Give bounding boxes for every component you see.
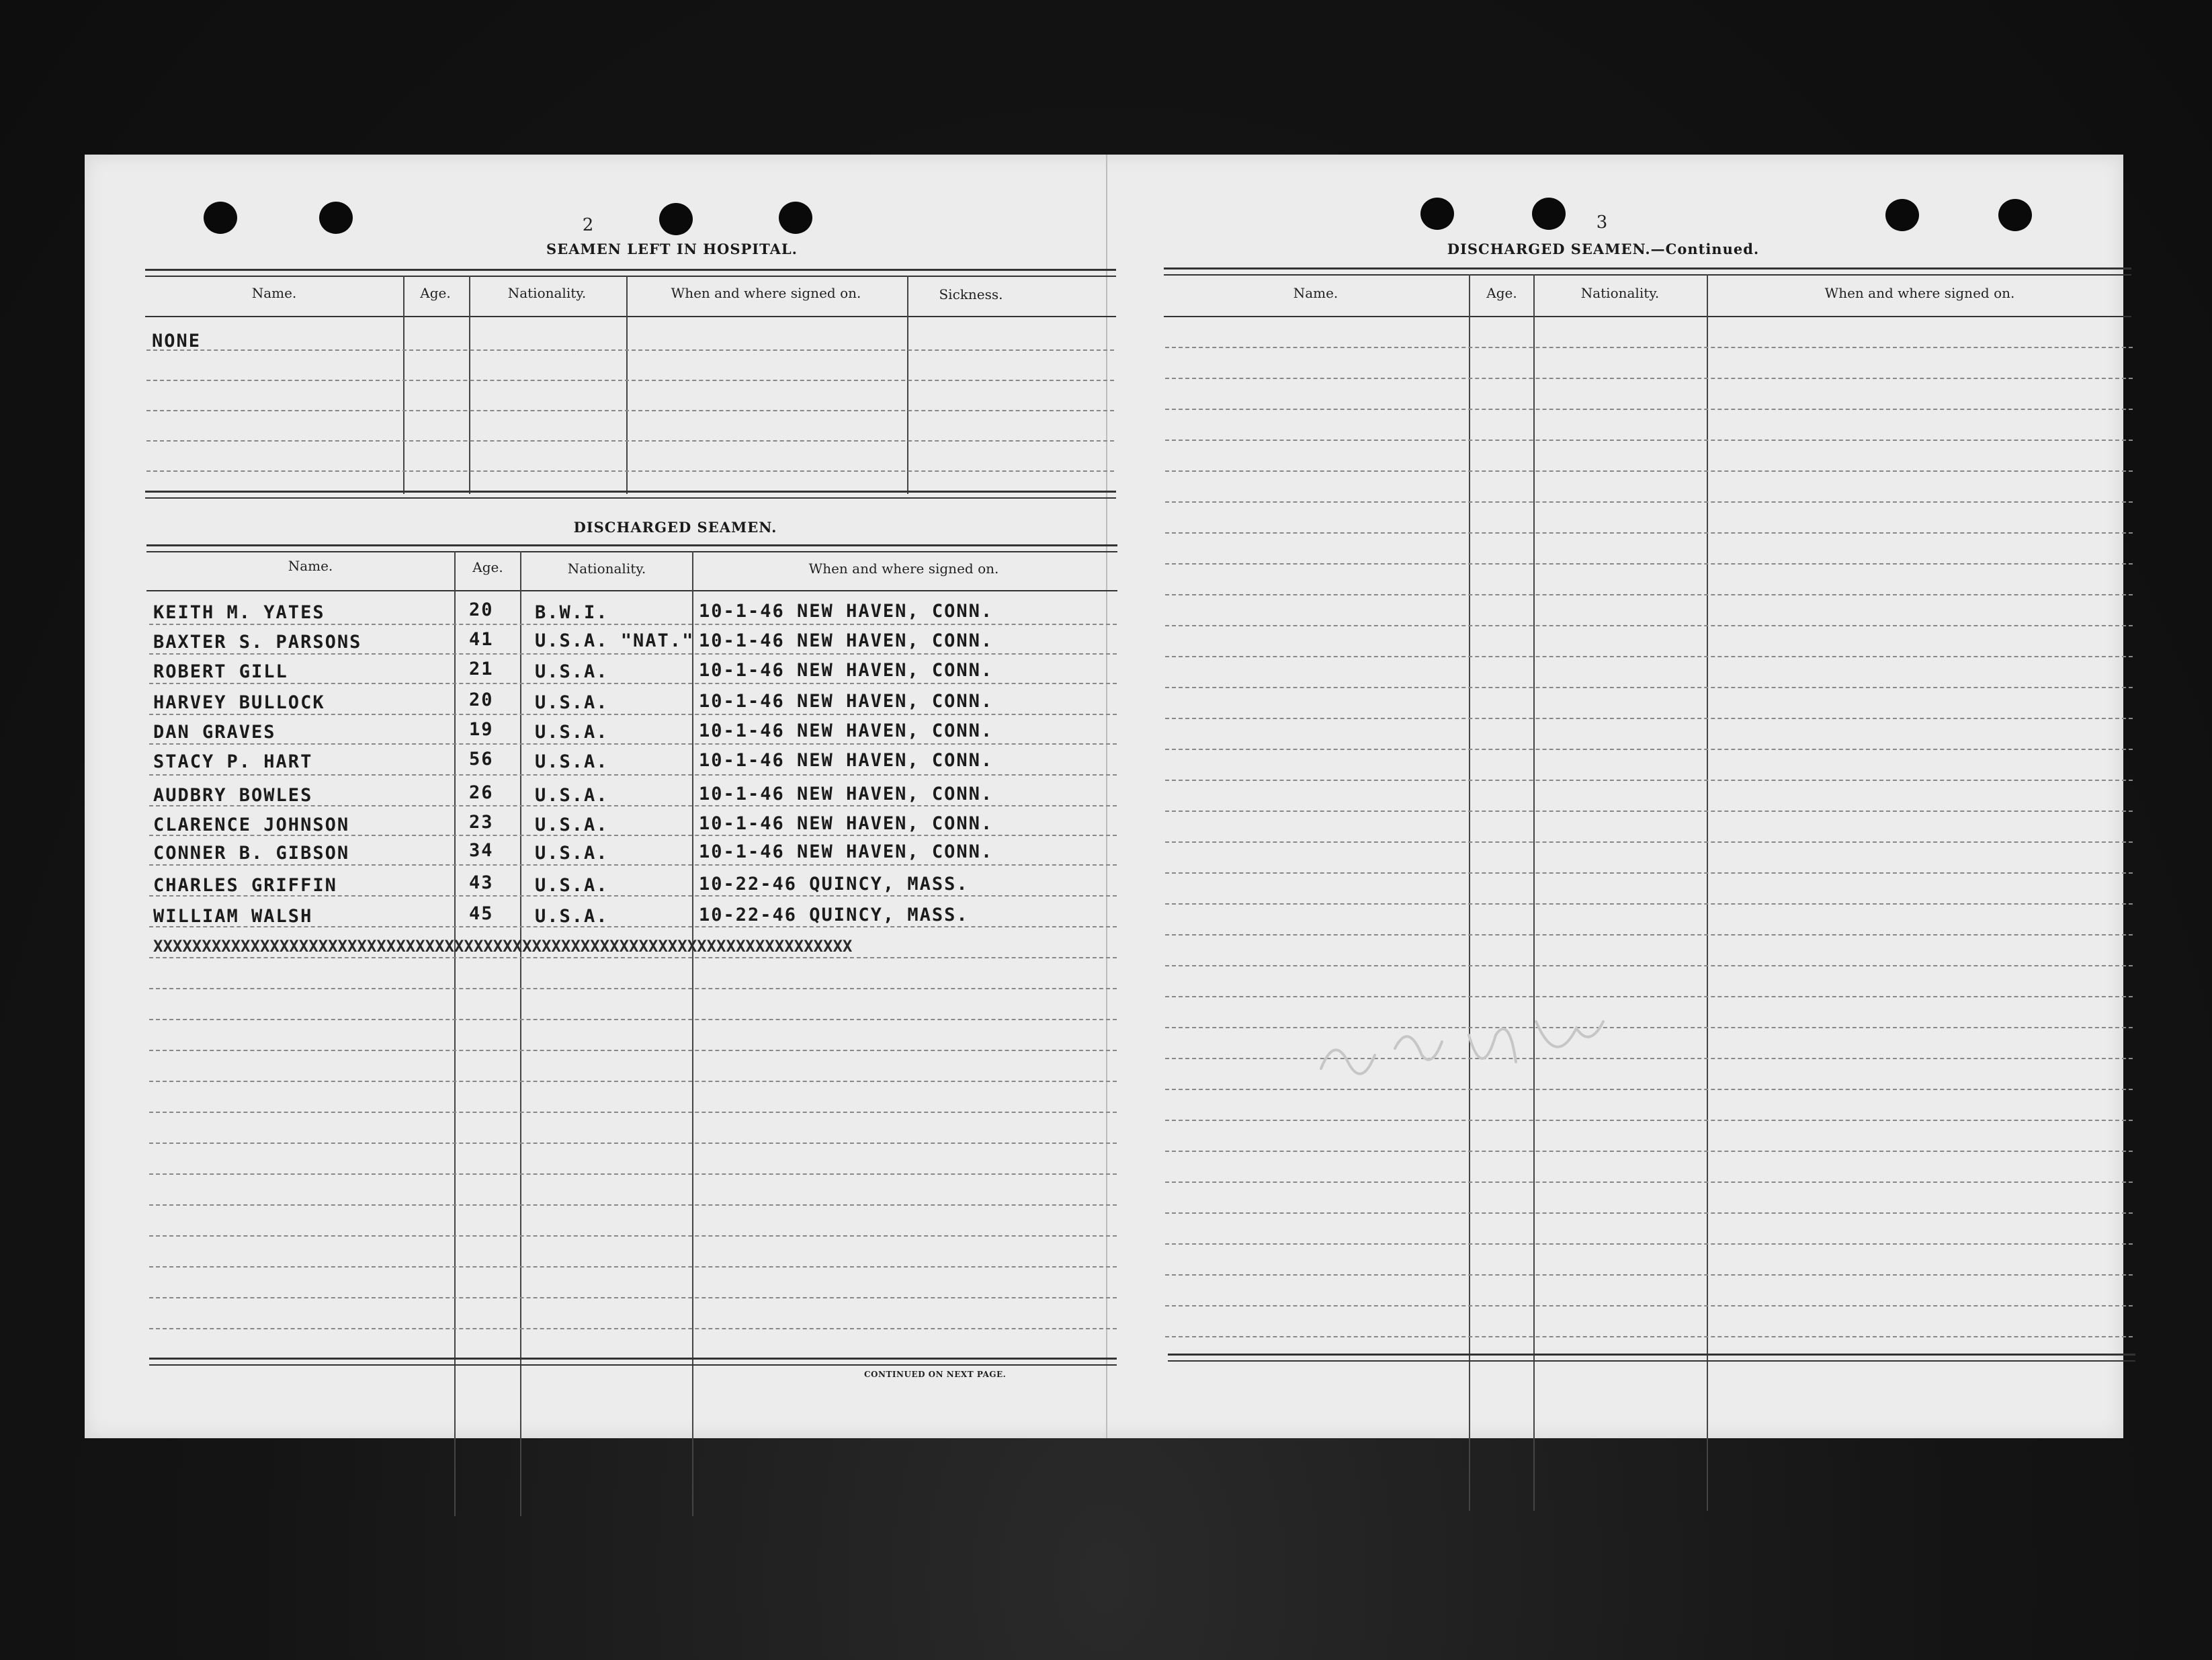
hospital-line-1 [146,349,1114,351]
row-age: 19 [469,719,494,740]
hospital-line-5 [146,470,1114,472]
hospital-top-rule [145,269,1116,277]
right-top-rule [1164,267,2131,276]
row-age: 23 [469,812,494,833]
row-line [1165,934,2133,936]
row-signed: 10-1-46 NEW HAVEN, CONN. [699,720,994,741]
discharged-header-signed: When and where signed on. [808,561,999,577]
row-nationality: B.W.I. [535,602,609,623]
row-line [1165,625,2133,626]
binder-hole-6 [1532,198,1566,230]
right-header-name: Name. [1293,285,1338,301]
row-name: AUDBRY BOWLES [153,785,313,806]
document-sheet [85,155,2123,1438]
row-name: KEITH M. YATES [153,602,325,623]
hospital-divider-1 [403,276,405,494]
row-age: 34 [469,840,494,861]
hospital-header-rule [145,316,1116,317]
row-nationality: U.S.A. [535,722,609,743]
row-line [149,683,1117,684]
continued-note: CONTINUED ON NEXT PAGE. [864,1370,1007,1379]
row-name: CONNER B. GIBSON [153,843,350,864]
row-line [1165,347,2133,348]
right-divider-3 [1707,274,1708,1511]
row-nationality: U.S.A. [535,785,609,806]
row-nationality: U.S.A. [535,815,609,835]
binder-hole-7 [1885,199,1919,231]
row-line [1165,1305,2133,1306]
binder-hole-5 [1420,198,1454,230]
row-line [1165,718,2133,719]
discharged-divider-1 [454,551,456,1516]
row-line [149,864,1117,866]
row-line [1165,656,2133,657]
row-name: WILLIAM WALSH [153,906,313,927]
discharged-header-nationality: Nationality. [567,561,646,577]
hospital-header-sickness: Sickness. [939,286,1003,302]
pencil-mark [1314,1008,1630,1095]
right-header-signed: When and where signed on. [1824,285,2015,301]
row-nationality: U.S.A. [535,751,609,772]
row-line [1165,1336,2133,1337]
row-line [1165,409,2133,410]
row-line [149,1081,1117,1082]
row-nationality: U.S.A. "NAT." [535,630,695,651]
discharged-header-name: Name. [288,558,333,574]
row-line [1165,965,2133,966]
row-nationality: U.S.A. [535,843,609,864]
row-age: 20 [469,690,494,710]
row-line [1165,780,2133,781]
row-line [149,835,1117,836]
row-nationality: U.S.A. [535,661,609,682]
right-divider-2 [1533,274,1535,1511]
row-line [149,653,1117,655]
row-line [1165,470,2133,472]
row-signed: 10-1-46 NEW HAVEN, CONN. [699,813,994,834]
discharged-header-age: Age. [472,559,503,575]
right-header-nationality: Nationality. [1580,285,1660,301]
row-name: ROBERT GILL [153,661,288,682]
row-line [1165,594,2133,595]
hospital-header-name: Name. [251,285,297,301]
row-signed: 10-1-46 NEW HAVEN, CONN. [699,841,994,862]
row-line [1165,1058,2133,1059]
row-line [1165,532,2133,534]
right-section-title: DISCHARGED SEAMEN.—Continued. [1447,241,1760,257]
row-line [149,1297,1117,1298]
row-signed: 10-1-46 NEW HAVEN, CONN. [699,630,994,651]
discharged-divider-2 [520,551,521,1516]
row-line [149,805,1117,806]
row-name: CLARENCE JOHNSON [153,815,350,835]
row-age: 45 [469,903,494,924]
discharged-divider-3 [692,551,693,1516]
row-line [149,774,1117,776]
page-number-right: 3 [1596,212,1608,233]
row-nationality: U.S.A. [535,875,609,896]
hospital-divider-2 [469,276,470,494]
row-line [149,714,1117,715]
row-line [1165,996,2133,997]
row-line [1165,872,2133,874]
row-line [1165,378,2133,379]
row-line [149,1112,1117,1113]
hospital-entry: NONE [152,331,202,351]
right-header-rule [1164,316,2131,317]
row-age: 43 [469,872,494,893]
row-signed: 10-1-46 NEW HAVEN, CONN. [699,784,994,804]
hospital-bottom-rule [145,491,1116,499]
row-line [1165,1089,2133,1090]
struck-out-row: XXXXXXXXXXXXXXXXXXXXXXXXXXXXXXXXXXXXXXXXXXXXXXXXXXXXXXXXXXXXXXXXXXXXXXXX [153,937,853,956]
row-line [1165,1027,2133,1028]
row-line [1165,1243,2133,1245]
row-line [1165,1151,2133,1152]
row-line [1165,501,2133,503]
row-nationality: U.S.A. [535,692,609,713]
row-signed: 10-22-46 QUINCY, MASS. [699,905,969,925]
row-line [1165,1274,2133,1276]
row-line [149,1266,1117,1268]
hospital-header-signed: When and where signed on. [671,285,861,301]
row-age: 26 [469,782,494,803]
binder-hole-3 [659,203,693,235]
row-line [149,1173,1117,1175]
row-nationality: U.S.A. [535,906,609,927]
row-line [149,1143,1117,1144]
row-line [1165,903,2133,905]
row-line [1165,563,2133,565]
row-line [1165,440,2133,441]
hospital-section-title: SEAMEN LEFT IN HOSPITAL. [546,241,798,257]
row-signed: 10-1-46 NEW HAVEN, CONN. [699,660,994,681]
row-line [149,988,1117,989]
row-age: 56 [469,749,494,770]
discharged-section-title: DISCHARGED SEAMEN. [573,519,777,536]
discharged-bottom-rule [149,1358,1117,1366]
row-line [149,1019,1117,1020]
row-line [149,895,1117,897]
page-number-left: 2 [582,215,594,235]
row-line [1165,1120,2133,1121]
row-name: HARVEY BULLOCK [153,692,325,713]
row-line [149,624,1117,625]
row-signed: 10-22-46 QUINCY, MASS. [699,874,969,895]
hospital-line-2 [146,380,1114,381]
hospital-divider-4 [907,276,908,494]
row-line [1165,1212,2133,1214]
row-age: 20 [469,599,494,620]
hospital-line-4 [146,440,1114,442]
row-line [1165,1181,2133,1183]
row-line [1165,687,2133,688]
binder-hole-2 [319,202,353,234]
row-signed: 10-1-46 NEW HAVEN, CONN. [699,750,994,771]
right-header-age: Age. [1486,285,1517,301]
row-line [149,957,1117,958]
hospital-header-age: Age. [420,285,451,301]
right-bottom-rule [1168,1354,2135,1362]
binder-hole-4 [779,202,812,234]
row-signed: 10-1-46 NEW HAVEN, CONN. [699,691,994,712]
discharged-header-rule [146,590,1117,591]
row-age: 21 [469,659,494,679]
hospital-divider-3 [626,276,628,494]
discharged-top-rule [146,544,1117,552]
row-line [1165,749,2133,750]
row-name: STACY P. HART [153,751,313,772]
row-line [1165,811,2133,812]
row-line [1165,841,2133,843]
right-divider-1 [1469,274,1470,1511]
row-name: DAN GRAVES [153,722,276,743]
row-line [149,926,1117,927]
binder-hole-8 [1998,199,2032,231]
row-age: 41 [469,629,494,650]
row-signed: 10-1-46 NEW HAVEN, CONN. [699,601,994,622]
binder-hole-1 [204,202,237,234]
row-line [149,1235,1117,1237]
hospital-header-nationality: Nationality. [507,285,587,301]
page-fold [1106,155,1107,1438]
row-line [149,1328,1117,1329]
row-name: BAXTER S. PARSONS [153,632,362,653]
row-name: CHARLES GRIFFIN [153,875,337,896]
row-line [149,1204,1117,1206]
row-line [149,743,1117,745]
hospital-line-3 [146,410,1114,411]
row-line [149,1050,1117,1051]
